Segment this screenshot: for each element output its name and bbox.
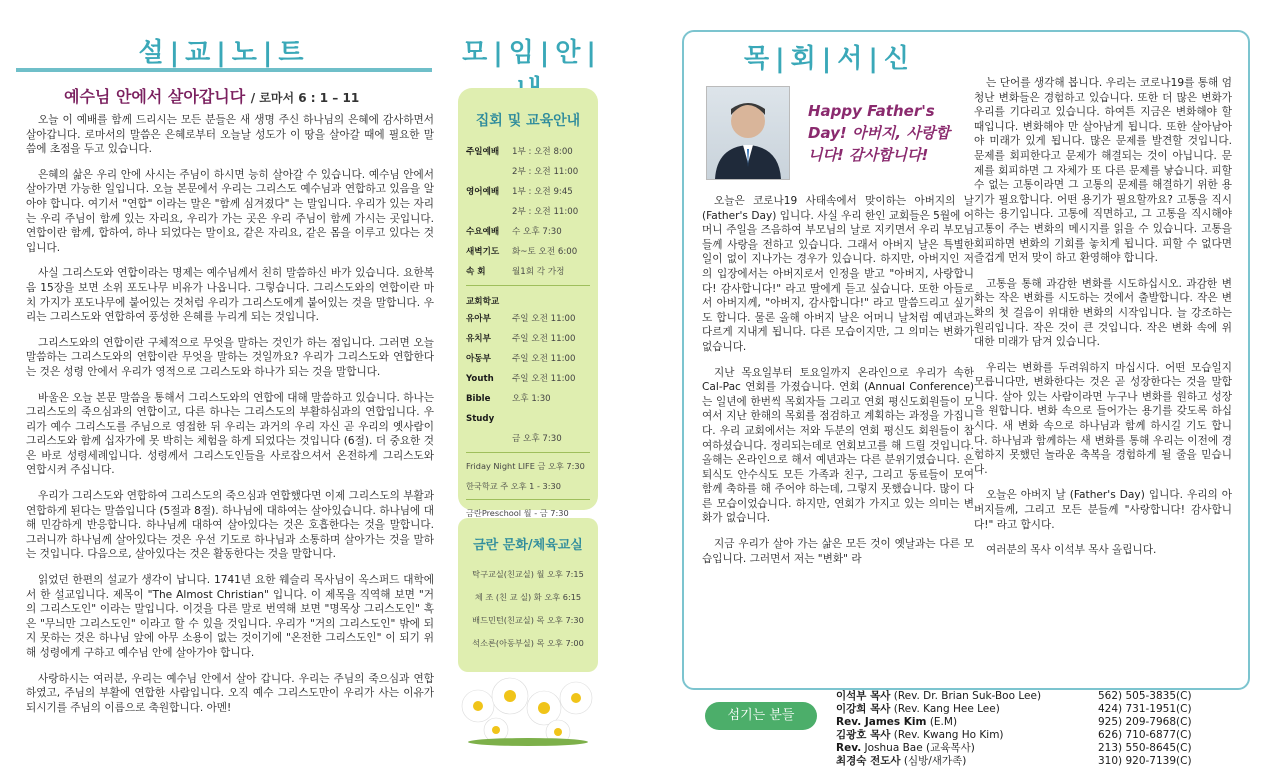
letter-paragraph: 오늘은 아버지 날 (Father's Day) 입니다. 우리의 아버지들께, 그리고 모든 분들께 "사랑합니다! 감사합니다!" 라고 합시다.	[974, 489, 1232, 531]
school-time: 주일 오전 11:00	[512, 314, 576, 324]
service-name: 영어예배	[466, 187, 500, 197]
service-name: 수요예배	[466, 227, 500, 237]
sermon-column	[0, 0, 448, 777]
school-name	[466, 429, 512, 449]
school-time: 금 오후 7:30	[512, 434, 562, 444]
school-row	[458, 429, 598, 449]
school-name: Youth	[466, 374, 494, 384]
culture-line: 석소론(아동부실) 목 오후 7:00	[472, 638, 584, 648]
school-row	[458, 309, 598, 329]
pastor-photo	[706, 86, 790, 180]
service-name: 새벽기도	[466, 247, 500, 257]
sermon-paragraph: 은혜의 삶은 우리 안에 사시는 주님이 하시면 능히 살아갈 수 있습니다. 예수님 안에서 살아가면 가능한 일입니다. 오늘 본문에서 우리는 그리스도 예수님과 연합하고 있음을 알아야 합니다. 여기서 "연합" 이라는 말은 "함께 심겨졌다" 는 말입니다. 우리가 있는 자리는 우리 주님이 함께 있는 자리요, 우리가 가는 곳은 우리 주님이 함께 가시는 곳입니다. 연합이란 함께, 합하여, 하나 되었다는 말이요, 같은 자리요, 같은 몸을 이루고 있다는 것입니다.	[26, 168, 434, 254]
school-time: 주일 오전 11:00	[512, 354, 576, 364]
sermon-body	[26, 113, 434, 715]
staff-english-name: (Rev. Kang Hee Lee)	[893, 703, 1000, 715]
school-name: 유치부	[466, 334, 491, 344]
service-name: 주일예배	[466, 147, 500, 157]
letter-section-title: 목|회|서|신	[744, 44, 915, 74]
sermon-paragraph: 오늘 이 예배를 함께 드리시는 모든 분들은 새 생명 주신 하나님의 은혜에 감사하면서 살아갑니다. 로마서의 말씀은 은혜로부터 오늘날 성도가 이 땅을 살아갈 때에 필요한 말씀에 초점을 두고 있습니다.	[26, 114, 434, 156]
sermon-paragraph: 사랑하시는 여러분, 우리는 예수님 안에서 살아 갑니다. 우리는 주님의 죽으심과 연합하였고, 주님의 부활에 연합한 사람입니다. 오직 예수 그리스도만이 우리가 사는 이유가 되시기를 주님의 이름으로 축원합니다. 아멘!	[26, 672, 434, 714]
staff-row	[836, 742, 1246, 755]
daisy-flowers-image	[458, 666, 598, 746]
staff-row	[836, 716, 1246, 729]
service-time: 화~토 오전 6:00	[512, 247, 578, 257]
service-time: 월1회 각 가정	[512, 267, 565, 277]
school-row	[458, 349, 598, 369]
sermon-title-text: 예수님 안에서 살아갑니다	[64, 87, 246, 106]
guide-box	[458, 88, 598, 518]
school-row	[458, 329, 598, 349]
service-name	[466, 202, 512, 222]
staff-name: 이석부 목사	[836, 690, 891, 702]
service-row	[458, 202, 598, 222]
staff-phone: 562) 505-3835(C)	[1098, 690, 1192, 702]
service-time: 2부 : 오전 11:00	[512, 167, 579, 177]
culture-title: 금란 문화/체육교실	[473, 538, 583, 553]
staff-name: Rev.	[836, 742, 862, 754]
divider	[466, 499, 590, 500]
school-name: 아동부	[466, 354, 491, 364]
sermon-paragraph: 우리가 그리스도와 연합하여 그리스도의 죽으심과 연합했다면 이제 그리스도의 부활과 연합하게 된다는 말씀입니다 (5절과 8절). 하나님에 대하여는 살아있습니다. 하나님에 대해 민감하게 반응합니다. 하나님께 대하여 살아있다는 것은 호흡한다는 것을 말합니다. 그러니까 하나님께 살아있다는 것은 우선 기도로 하나님과 소통하며 살아가는 것을 말하는 것입니다. 다음으로, 살아있다는 것은 활동한다는 것을 말합니다.	[26, 490, 434, 561]
staff-phone: 310) 920-7139(C)	[1098, 755, 1192, 767]
sermon-title	[64, 84, 430, 107]
service-time: 1부 : 오전 9:45	[512, 187, 573, 197]
service-time: 1부 : 오전 8:00	[512, 147, 573, 157]
staff-name-cell	[836, 690, 1098, 703]
staff-phone: 213) 550-8645(C)	[1098, 742, 1192, 754]
letter-signature: 여러분의 목사 이석부 목사 올립니다.	[986, 544, 1157, 557]
person-icon	[707, 87, 789, 179]
staff-english-name: (심방/새가족)	[903, 755, 967, 767]
staff-name-cell	[836, 716, 1098, 729]
service-row	[458, 262, 598, 282]
staff-row	[836, 703, 1246, 716]
school-time: 주일 오전 11:00	[512, 374, 576, 384]
staff-row	[836, 690, 1246, 703]
guide-title: 집회 및 교육안내	[475, 113, 581, 129]
staff-english-name: (Rev. Kwang Ho Kim)	[893, 729, 1004, 741]
divider	[466, 285, 590, 286]
service-time: 2부 : 오전 11:00	[512, 207, 579, 217]
divider	[16, 68, 432, 72]
school-row	[458, 369, 598, 389]
service-row	[458, 162, 598, 182]
staff-row	[836, 755, 1246, 768]
staff-name-cell	[836, 742, 1098, 755]
staff-english-name: Joshua Bae (교육목사)	[864, 742, 975, 754]
service-name	[466, 162, 512, 182]
letter-body-right	[974, 76, 1232, 569]
school-time: 오후 1:30	[512, 394, 551, 404]
sermon-reference: / 로마서 6 : 1 – 11	[250, 91, 360, 105]
staff-list	[836, 690, 1246, 768]
greeting-text: Happy Father's Day! 아버지, 사랑합니다! 감사합니다!	[808, 102, 950, 164]
service-row	[458, 182, 598, 202]
meetings-section-title: 모|임|안|	[462, 38, 602, 68]
sermon-paragraph: 사실 그리스도와 연합이라는 명제는 예수님께서 친히 말씀하신 바가 있습니다. 요한복음 15장을 보면 소위 포도나무 비유가 나옵니다. 그렇습니다. 그리스도와의 연합이란 마치 가지가 포도나무에 붙어있는 것처럼 우리가 그리스도에게 붙어있는 것을 말합니다. 우리는 그리스도와 연합하여 풍성한 은혜를 누리게 되는 것입니다.	[26, 267, 434, 324]
service-name: 속 회	[466, 267, 486, 277]
divider	[466, 452, 590, 453]
extra-line: 한국학교 주 오후 1 - 3:30	[466, 481, 561, 491]
staff-label-button: 섬기는 분들	[705, 702, 817, 730]
staff-name-cell	[836, 729, 1098, 742]
letter-panel	[682, 30, 1250, 690]
service-row	[458, 242, 598, 262]
staff-name: 이강희 목사	[836, 703, 891, 715]
sermon-paragraph: 그리스도와의 연합이란 구체적으로 무엇을 말하는 것인가 하는 점입니다. 그러면 오늘 말씀하는 그리스도와의 연합이란 무엇을 말하는 것일까요? 우리가 그리스도와 연합한다는 것은 성령 안에서 우리가 영적으로 그리스도와 하나가 되는 것을 말합니다.	[26, 336, 434, 378]
culture-box	[458, 518, 598, 672]
school-time: 주일 오전 11:00	[512, 334, 576, 344]
school-title: 교회학교	[466, 297, 500, 307]
school-name: Bible Study	[466, 394, 495, 424]
service-row	[458, 222, 598, 242]
meetings-column	[452, 0, 612, 777]
staff-name-cell	[836, 755, 1098, 768]
staff-name: 최경숙 전도사	[836, 755, 901, 767]
culture-line: 체 조 (친 교 실) 화 오후 6:15	[474, 592, 582, 602]
service-time: 수 오후 7:30	[512, 227, 562, 237]
letter-paragraph: 우리는 변화를 두려워하지 마십시다. 어떤 모습일지 모릅니다만, 변화한다는 것은 곧 성장한다는 것을 말합니다. 살아 있는 사람이라면 누구나 변화를 원하고 성장을 원합니다. 변화 속으로 들어가는 용기를 갖도록 하십시다. 새 변화 속으로 하나님과 함께 하시길 기도 합니다. 하나님과 함께하는 새 변화를 통해 우리는 이전에 경험하지 못했던 놀라운 축복을 경험하게 될 줄을 믿습니다.	[974, 361, 1232, 476]
letter-body-left	[702, 194, 974, 577]
letter-paragraph: 지난 목요일부터 토요일까지 온라인으로 우리가 속한 Cal-Pac 연회를 가졌습니다. 연회 (Annual Conference) 는 일년에 한번씩 목회자들 그리고 연회 평신도회원들이 모여서 지난 한해의 목회를 점검하고 계획하는 과정을 가집니다. 우리 교회에서는 저와 두분의 연회 평신도 회원들이 참여하셨습니다. 정리되는데로 연회보고를 해 드릴 것입니다. 올해는 온라인으로 해서 예년과는 다른 분위기였습니다. 은퇴식도 안수식도 모든 가족과 친구, 그리고 동료들이 모여 함께 축하를 해 주어야 하는데, 그렇지 못했습니다. 많이 다른 모습이었습니다. 하지만, 연회가 가지고 있는 의미는 변화가 없습니다.	[702, 366, 974, 525]
sermon-section-title: 설|교|노|트	[138, 38, 310, 68]
school-name: 유아부	[466, 314, 491, 324]
school-row	[458, 389, 598, 429]
service-row	[458, 142, 598, 162]
staff-name: Rev. James Kim	[836, 716, 927, 728]
culture-line: 배드민턴(친교실) 목 오후 7:30	[472, 615, 584, 625]
extra-line: Friday Night LIFE 금 오후 7:30	[466, 461, 585, 471]
culture-line: 탁구교실(친교실) 월 오후 7:15	[472, 569, 584, 579]
extra-line: 금란Preschool 월 - 금 7:30	[466, 508, 569, 518]
staff-phone: 925) 209-7968(C)	[1098, 716, 1192, 728]
letter-paragraph: 는 단어를 생각해 봅니다. 우리는 코로나19를 통해 엄청난 변화들은 경험하고 있습니다. 또한 더 많은 변화가 우리를 기다리고 있습니다. 하여튼 지금은 변화해야 할 때입니다. 변화해야 만 살아남게 됩니다. 또한 살아남아야 미래가 있게 됩니다. 많은 문제를 발견할 것입니다. 문제를 회피한다고 문제가 해결되는 것이 아닙니다. 문제를 회피하면 그 자체가 또 다른 문제를 낳습니다. 피할 수 없는 고통이라면 그 고통의 문제를 해결하기 위한 용기가 필요합니다. 어떤 용기가 필요할까요? 고통을 직시하는 용기입니다. 고통에 직면하고, 그 고통을 직시해야 고통이 주는 변화의 메시지를 읽을 수 있습니다. 고통을 회피하면 변화의 기회를 놓치게 됩니다. 피할 수 없다면 즐겁게 먼저 맞이 하고 환영해야 합니다.	[974, 77, 1232, 265]
staff-name-cell	[836, 703, 1098, 716]
staff-phone: 424) 731-1951(C)	[1098, 703, 1192, 715]
staff-english-name: (Rev. Dr. Brian Suk-Boo Lee)	[893, 690, 1042, 702]
letter-paragraph: 오늘은 코로나19 사태속에서 맞이하는 아버지의 날 (Father's Day) 입니다. 사실 우리 한인 교회들은 5월에 어머니 주일을 즈음하여 부모님의 날로 지키면서 우리 부모님들께 사랑을 전하고 있습니다. 그래서 아버지 날은 특별한 일이 없이 지나가는 경우가 있습니다. 하지만, 아버지인 저의 입장에서는 아버지로서 인정을 받고 "아버지, 사랑합니다! 감사합니다!" 라고 딸에게 듣고 싶습니다. 또한 아들로서 아버지께, "아버지, 감사합니다!" 라고 말씀드리고 싶기도 합니다. 물론 올해 아버지 날은 어머니 날처럼 예년과는 다르게 지내게 됩니다. 다른 모습이지만, 그 의미는 변화가 없습니다.	[702, 195, 974, 353]
sermon-paragraph: 바울은 오늘 본문 말씀을 통해서 그리스도와의 연합에 대해 말씀하고 있습니다. 하나는 그리스도의 죽으심과의 연합이고, 다른 하나는 그리스도의 부활하심과의 연합입니다. 우리가 예수 그리스도를 주님으로 영접한 뒤 우리는 과거의 우리 자신 곧 우리의 옛사람이 그리스도와 함께 십자가에 못 박히는 체험을 하게 되었다는 것입니다 (6절). 더 중요한 것은 바로 성령세례입니다. 성령께서 그리스도인들을 사로잡으셔서 온전하게 그리스도와 연합시켜 주십니다.	[26, 391, 434, 477]
staff-english-name: (E.M)	[929, 716, 958, 728]
staff-name: 김광호 목사	[836, 729, 891, 741]
staff-row	[836, 729, 1246, 742]
sermon-paragraph: 읽었던 한편의 설교가 생각이 납니다. 1741년 요한 웨슬리 목사님이 옥스퍼드 대학에서 한 설교입니다. 제목이 "The Almost Christian" 입니다. 이 제목을 직역해 보면 "거의 그리스도인" 이라는 말입니다. 이것을 다른 말로 번역해 보면 "명목상 그리스도인" 혹은 "무늬만 그리스도인" 이라고 할 수 있을 것입니다. 우리가 "거의 그리스도인" 밖에 되지 못하는 것은 하나님 앞에 아무 소용이 없는 것이기에 "온전한 그리스도인" 이 되기 위해 성령에게 구하고 예수님 안에 살아가야 합니다.	[26, 574, 434, 659]
letter-paragraph: 지금 우리가 살아 가는 삶은 모든 것이 옛날과는 다른 모습입니다. 그러면서 저는 "변화" 라	[702, 538, 974, 565]
staff-phone: 626) 710-6877(C)	[1098, 729, 1192, 741]
letter-paragraph: 고통을 통해 과감한 변화를 시도하십시오. 과감한 변화는 작은 변화를 시도하는 것에서 출발합니다. 작은 변화의 첫 걸음이 위대한 변화의 시작입니다. 늘 강조하는 원리입니다. 작은 것이 큰 것입니다. 작은 변화 속에 위대한 미래가 담겨 있습니다.	[974, 277, 1232, 349]
